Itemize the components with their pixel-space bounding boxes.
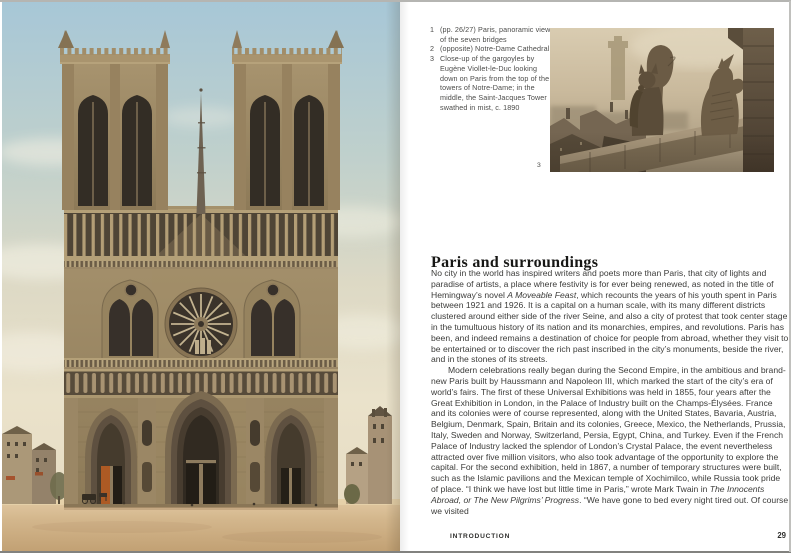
caption-text: (pp. 26/27) Paris, panoramic view of the seven bridges [440, 25, 551, 44]
cathedral [58, 30, 344, 510]
caption-item [430, 25, 551, 44]
notre-dame-photo [2, 2, 400, 551]
page-edge-bottom [0, 551, 791, 553]
caption-item [430, 54, 551, 112]
gutter-shadow [386, 2, 400, 551]
caption-item [430, 44, 551, 54]
figure-gargoyle [550, 28, 774, 172]
body-paragraph: No city in the world has inspired writers and poets more than Paris, that city of lights and paradise of artists, a place where festivity is for ever being renewed, as noted in the title of Hemingway’s novel A Moveable Feast, which recounts the years of his youth spent in Paris between 1921 and 1926. It is a capital on a human scale, with its many different districts clustered around either side of the river Seine, and also a city of protest that took center stage in the tumultuous history of its nation and its monarchies, empires, and revolutions. Paris has been, and indeed remains a destination of choice for people from abroad, whether they visit to be entertained or to discover the rich past inscribed in the city’s monuments, beside the river, and in the stones of its streets. [431, 268, 789, 365]
body-text [431, 268, 789, 516]
page-title: Paris and surroundings [431, 253, 599, 271]
footer-section-label: INTRODUCTION [450, 533, 511, 540]
footer-page-number: 29 [777, 531, 786, 540]
caption-list [430, 25, 551, 112]
left-tower [58, 30, 170, 210]
caption-number: 2 [430, 44, 435, 54]
page-left [2, 2, 400, 551]
body-paragraph: Modern celebrations really began during the Second Empire, in the ambitious and brand-new Paris built by Haussmann and Napoleon III, which marked the start of the city’s era of world’s fairs. The first of these Universal Exhibitions was held in 1855, four years after the Great Exhibition in London, in the Palace of Industry built on the Champs-Élysées. France and its colonies were of course represented, along with the United States, Bavaria, Austria, Belgium, Denmark, Spain, Britain and its colonies, Greece, Mexico, the Netherlands, Prussia, Italy, Sweden and Norway, Switzerland, Persia, Egypt, China, and Turkey. Even if the French Palace of Industry lacked the splendor of London’s Crystal Palace, the event nevertheless attracted over five million visitors, who also took advantage of the opportunity to explore the capital. For the second exhibition, held in 1867, a number of temporary structures were built, such as the Islamic pavilions and the Mexican temple of Xochimilco, while Russia took pride of place. “I think we have lost but little time in Paris,” wrote Mark Twain in The Innocents Abroad, or The New Pilgrims’ Progress. “We have gone to bed every night tired out. Of course we visited [431, 365, 789, 516]
caption-text: (opposite) Notre-Dame Cathedral [440, 44, 550, 54]
figure-3-label: 3 [537, 162, 541, 169]
gutter-highlight [400, 2, 409, 551]
right-tower [232, 30, 344, 210]
caption-number: 3 [430, 54, 435, 64]
gargoyle-photo [550, 28, 774, 172]
page-edge-right [789, 1, 791, 552]
caption-text: Close-up of the gargoyles by Eugène Viollet-le-Duc looking down on Paris from the top of the towers of Notre-Dame; in the middle, the Saint-Jacques Tower swathed in mist, c. 1890 [440, 54, 550, 112]
caption-number: 1 [430, 25, 435, 34]
saint-jacques-tower [608, 36, 628, 100]
